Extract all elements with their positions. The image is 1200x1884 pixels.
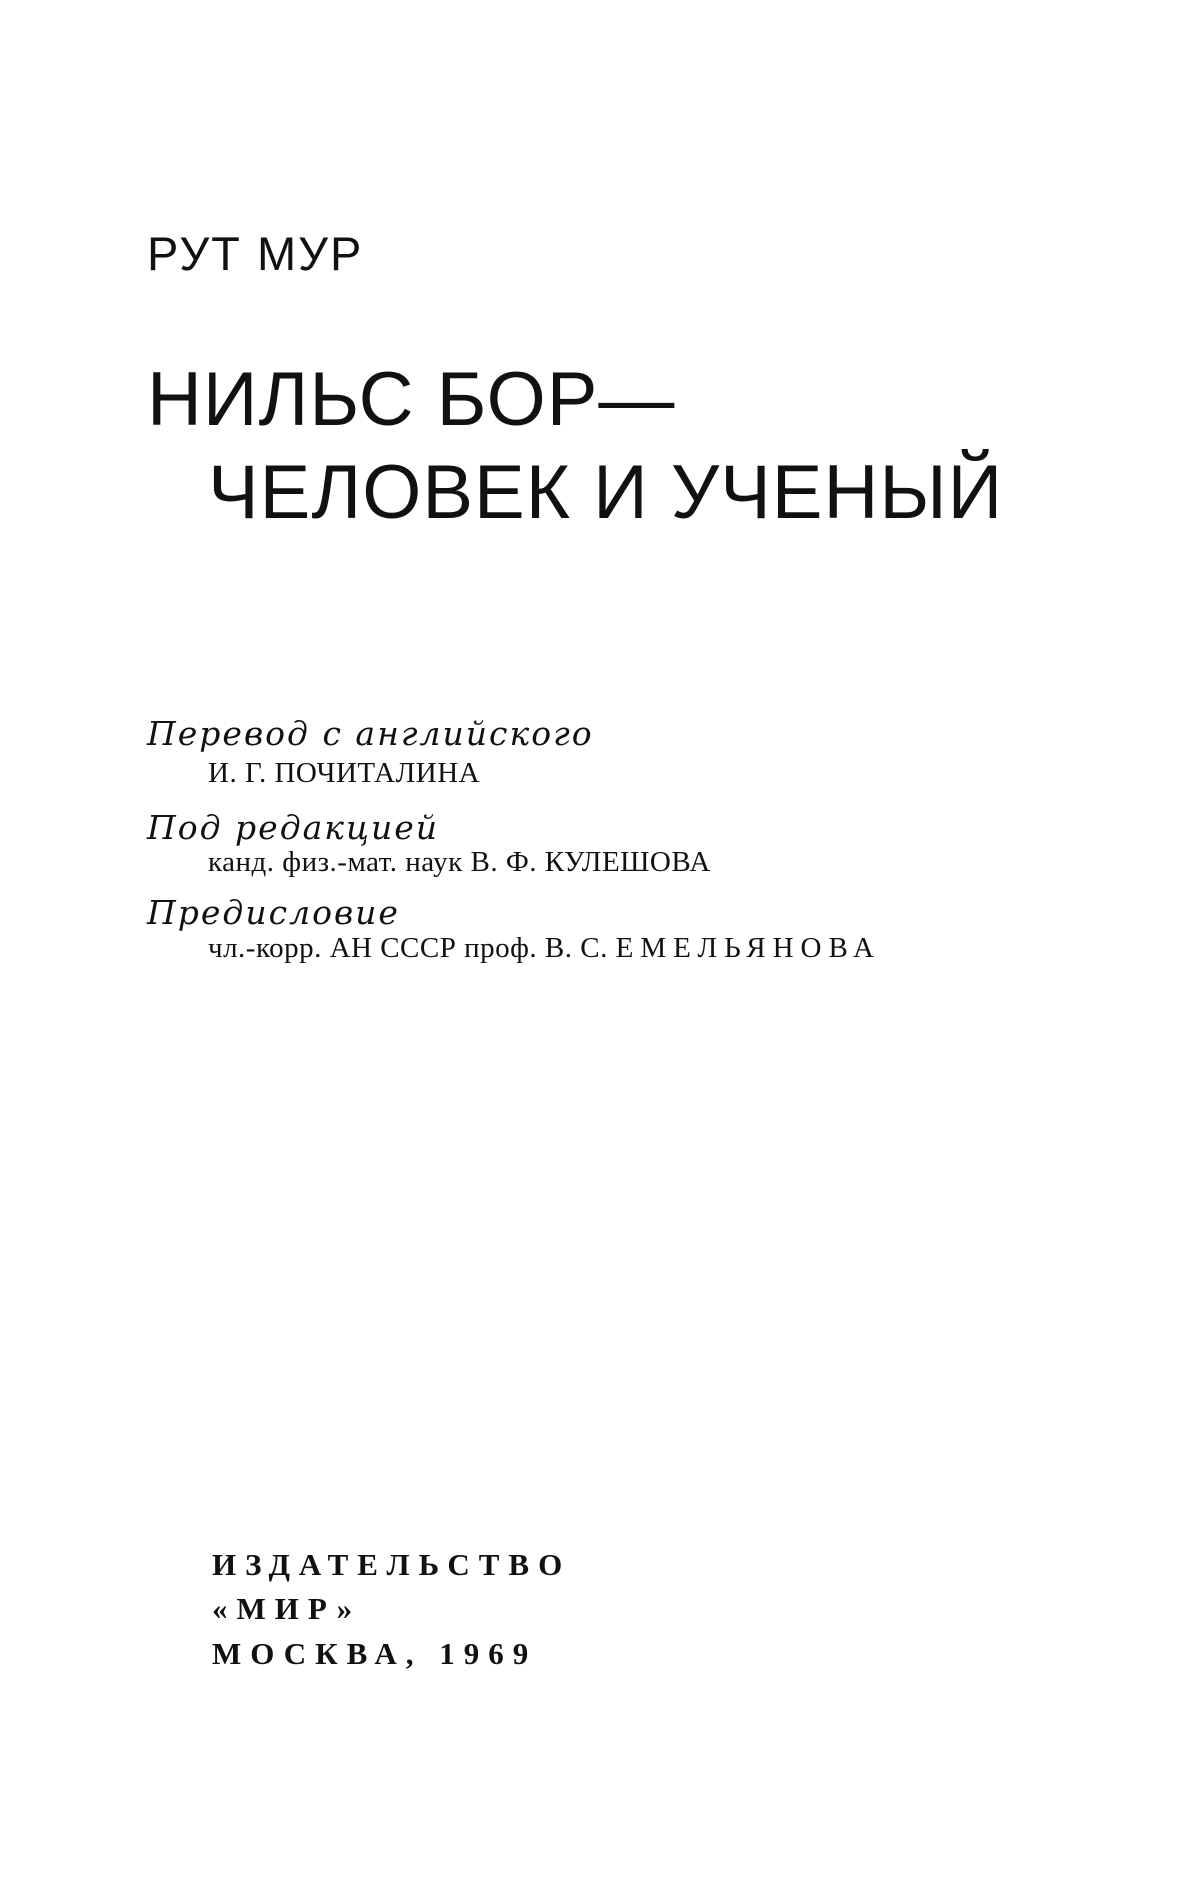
editor-credit-role: Под редакцией xyxy=(147,808,440,847)
editor-name: канд. физ.-мат. наук В. Ф. КУЛЕШОВА xyxy=(208,846,711,878)
publisher-label: ИЗДАТЕЛЬСТВО xyxy=(212,1547,572,1582)
foreword-author xyxy=(208,932,881,965)
foreword-author-title: чл.-корр. АН СССР проф. В. С. xyxy=(208,932,608,964)
translation-credit-role: Перевод с английского xyxy=(147,714,594,753)
book-title-line-1: НИЛЬС БОР— xyxy=(147,357,676,442)
foreword-credit-role: Предисловие xyxy=(147,893,400,932)
publication-place-year: МОСКВА, 1969 xyxy=(212,1636,538,1671)
foreword-author-surname: ЕМЕЛЬЯНОВА xyxy=(615,932,881,964)
book-author: РУТ МУР xyxy=(147,227,364,280)
book-title-line-2: ЧЕЛОВЕК И УЧЕНЫЙ xyxy=(208,450,1004,535)
translator-name: И. Г. ПОЧИТАЛИНА xyxy=(208,757,481,789)
publisher-name: «МИР» xyxy=(212,1591,362,1626)
